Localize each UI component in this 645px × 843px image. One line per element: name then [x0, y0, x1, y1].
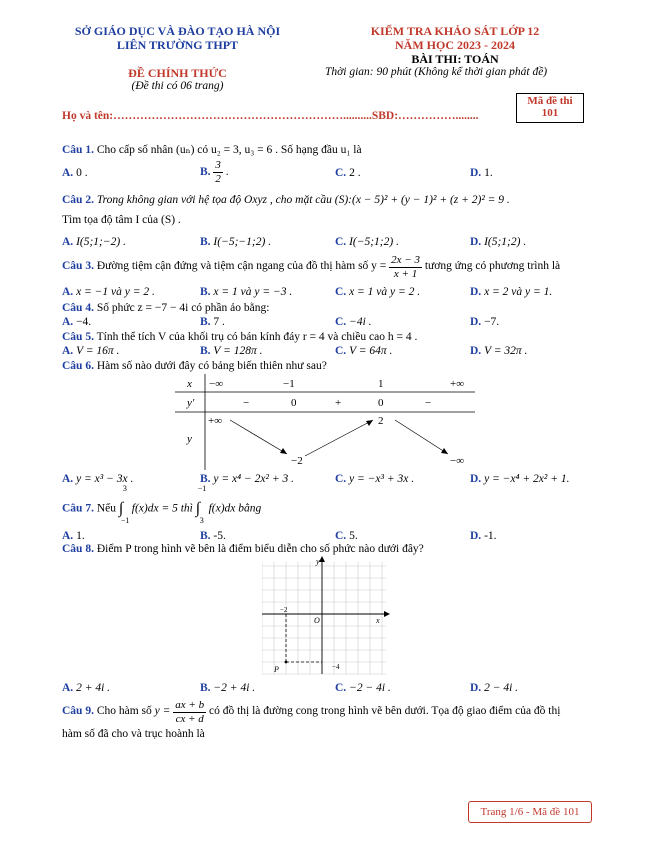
q8-option-a: A. 2 + 4i .	[62, 682, 111, 694]
question-7: Câu 7. Nếu 3 ∫ −1 f(x)dx = 5 thì −1 ∫ 3 f(x)dx bằng	[62, 484, 262, 525]
exam-code-label: Mã đề thi	[527, 95, 573, 107]
q3-option-b: B. x = 1 và y = −3 .	[200, 286, 293, 298]
official-label: ĐỀ CHÍNH THỨC	[128, 66, 227, 80]
q1-option-b: B. $\frac{3}{2}$ .	[200, 159, 229, 185]
q5-option-d: D. V = 32π .	[470, 345, 528, 357]
q5-option-a: A. V = 16π .	[62, 345, 120, 357]
question-4: Câu 4. Số phức z = −7 − 4i có phần ảo bằng:	[62, 302, 270, 314]
point-p-label: P	[274, 665, 279, 674]
q4-option-b: B. 7 .	[200, 316, 225, 328]
origin-label: O	[314, 616, 320, 625]
vt-yp-label: y′	[187, 397, 195, 409]
vt-x-val: −1	[283, 378, 295, 390]
q7-option-d: D. -1.	[470, 530, 497, 542]
q2-option-d: D. I(5;1;2) .	[470, 236, 527, 248]
school-year: NĂM HỌC 2023 - 2024	[395, 38, 515, 52]
q2-option-c: C. I(−5;1;2) .	[335, 236, 399, 248]
vt-x-label: x	[187, 378, 192, 390]
question-3: Câu 3. Đường tiệm cận đứng và tiệm cận ngang của đồ thị hàm số y = $\frac{2x - 3}{x + 1}$ tương ứng có phương trình là	[62, 254, 561, 280]
tick-x-label: −2	[280, 606, 288, 614]
footer-text: Trang 1/6 - Mã đề 101	[480, 806, 580, 818]
q2-option-a: A. I(5;1;−2) .	[62, 236, 126, 248]
q2-option-b: B. I(−5;−1;2) .	[200, 236, 272, 248]
vt-x-val: 1	[378, 378, 384, 390]
vt-x-val: +∞	[450, 378, 465, 390]
q4-option-d: D. −7.	[470, 316, 500, 328]
q8-option-c: C. −2 − 4i .	[335, 682, 391, 694]
q4-option-c: C. −4i .	[335, 316, 372, 328]
pages-note: (Đề thi có 06 trang)	[131, 80, 224, 92]
exam-code-value: 101	[541, 107, 559, 119]
vt-yp-val: 0	[378, 397, 384, 409]
question-6: Câu 6. Hàm số nào dưới đây có bảng biến thiên như sau?	[62, 360, 327, 372]
q8-option-d: D. 2 − 4i .	[470, 682, 519, 694]
question-1: Câu 1. Cho cấp số nhân (uₙ) có u₂ = 3, u₃ = 6 . Số hạng đầu u₁ là	[62, 144, 362, 156]
vt-y-val: +∞	[208, 415, 223, 427]
vt-arrow-up	[305, 420, 373, 456]
page-footer	[468, 801, 592, 823]
vt-yp-val: +	[335, 397, 342, 409]
q8-option-b: B. −2 + 4i .	[200, 682, 256, 694]
vt-y-val: 2	[378, 415, 384, 427]
point-p	[285, 661, 288, 664]
integral-sign-2: −1 ∫ 3	[195, 484, 207, 525]
q5-option-c: C. V = 64π .	[335, 345, 393, 357]
question-2: Câu 2. Trong không gian với hệ tọa độ Oxyz , cho mặt cầu (S):(x − 5)² + (y − 1)² + (z + 2)² = 9 .	[62, 194, 510, 206]
q1-option-c: C. 2 .	[335, 167, 361, 179]
question-8: Câu 8. Điểm P trong hình vẽ bên là điểm biểu diễn cho số phức nào dưới đây?	[62, 543, 424, 555]
variation-table	[175, 374, 475, 470]
x-axis-label: x	[376, 616, 380, 625]
q6-option-c: C. y = −x³ + 3x .	[335, 473, 415, 485]
name-sbd-line: Họ và tên:……………………………………………………..........SBD:……………........	[62, 110, 479, 122]
vt-arrow-down	[395, 420, 448, 454]
integral-sign-1: 3 ∫ −1	[118, 484, 130, 525]
vt-yp-val: −	[243, 397, 250, 409]
question-5: Câu 5. Tính thể tích V của khối trụ có bán kính đáy r = 4 và chiều cao h = 4 .	[62, 331, 418, 343]
vt-y-val: −2	[291, 455, 303, 467]
q3-option-c: C. x = 1 và y = 2 .	[335, 286, 421, 298]
q1-option-d: D. 1.	[470, 167, 493, 179]
complex-plane-graph	[262, 556, 392, 678]
question-2-line2: Tìm tọa độ tâm I của (S) .	[62, 214, 181, 226]
q3-option-a: A. x = −1 và y = 2 .	[62, 286, 155, 298]
question-9: Câu 9. Cho hàm số y = $\frac{ax + b}{cx + d}$ có đồ thị là đường cong trong hình vẽ bên dưới. Tọa độ giao điểm của đồ thị	[62, 699, 561, 725]
department-name: SỞ GIÁO DỤC VÀ ĐÀO TẠO HÀ NỘI	[74, 24, 281, 38]
school-name: LIÊN TRƯỜNG THPT	[116, 38, 239, 52]
vt-y-val: −∞	[450, 455, 465, 467]
q7-option-c: C. 5.	[335, 530, 358, 542]
tick-y-label: −4	[332, 663, 340, 671]
q6-option-b: B. y = x⁴ − 2x² + 3 .	[200, 473, 294, 485]
exam-title: KIỂM TRA KHẢO SÁT LỚP 12	[370, 24, 540, 38]
q7-option-b: B. -5.	[200, 530, 226, 542]
q5-option-b: B. V = 128π .	[200, 345, 263, 357]
subject: BÀI THI: TOÁN	[411, 52, 499, 66]
vt-y-label: y	[187, 433, 192, 445]
time-note: Thời gian: 90 phút (Không kể thời gian phát đề)	[325, 66, 548, 78]
exam-code-box	[516, 93, 584, 123]
q3-option-d: D. x = 2 và y = 1.	[470, 286, 553, 298]
q6-option-d: D. y = −x⁴ + 2x² + 1.	[470, 473, 570, 485]
q4-option-a: A. −4.	[62, 316, 92, 328]
vt-yp-val: −	[425, 397, 432, 409]
y-axis-label: y	[316, 557, 320, 566]
vt-yp-val: 0	[291, 397, 297, 409]
q7-option-a: A. 1.	[62, 530, 85, 542]
question-9-line2: hàm số đã cho và trục hoành là	[62, 728, 205, 740]
vt-arrow-down	[230, 420, 287, 454]
q6-option-a: A. y = x³ − 3x .	[62, 473, 134, 485]
vt-x-val: −∞	[209, 378, 224, 390]
q1-option-a: A. 0 .	[62, 167, 88, 179]
